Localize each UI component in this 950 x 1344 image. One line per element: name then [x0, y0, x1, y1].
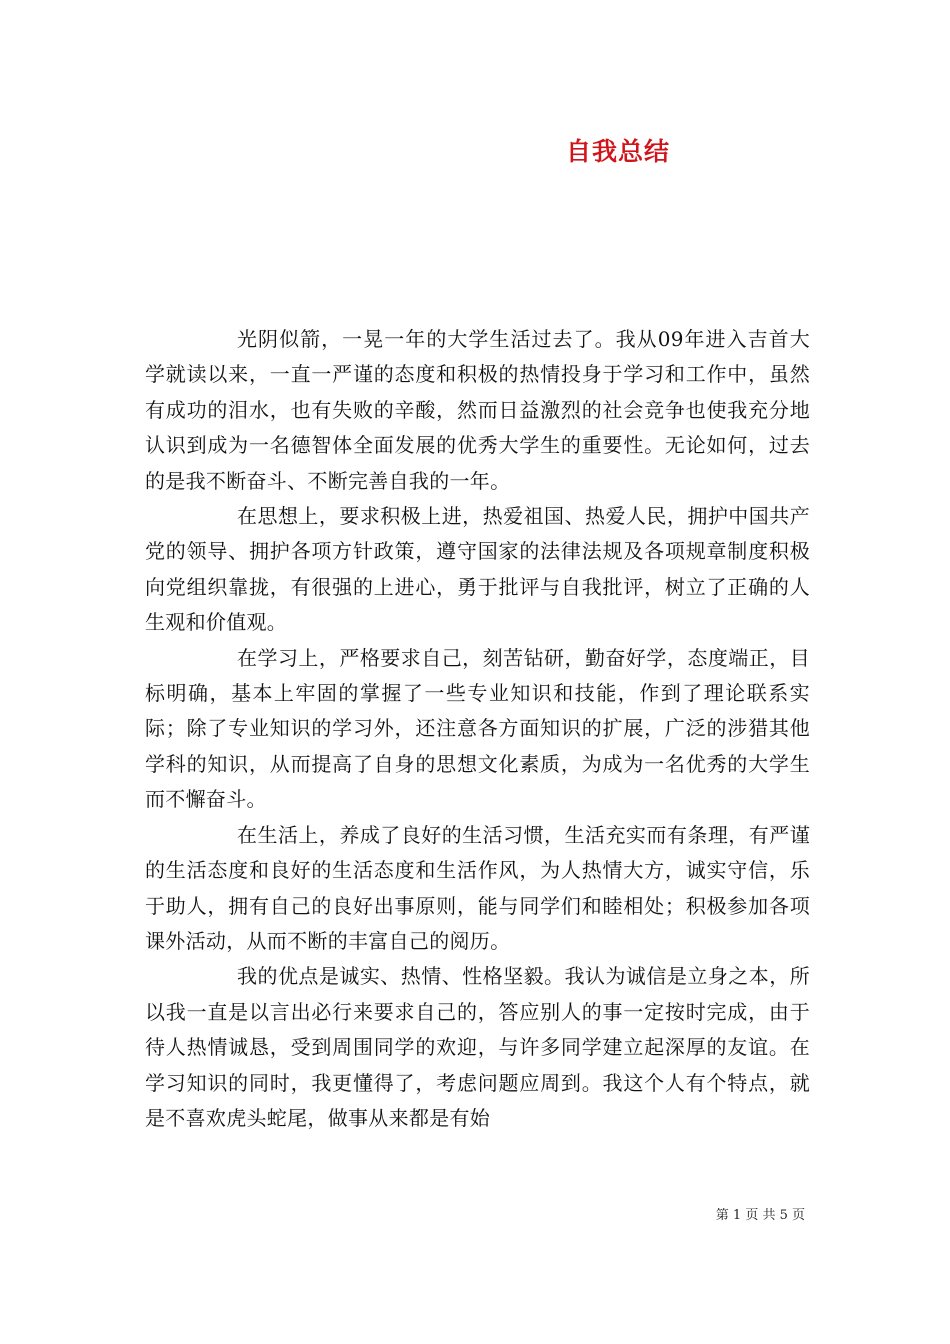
- paragraph-strengths: 我的优点是诚实、热情、性格坚毅。我认为诚信是立身之本，所以我一直是以言出必行来要求自己的，答应别人的事一定按时完成，由于待人热情诚恳，受到周围同学的欢迎，与许多同学建立起深厚的友谊。在学习知识的同时，我更懂得了，考虑问题应周到。我这个人有个特点，就是不喜欢虎头蛇尾，做事从来都是有始: [145, 964, 810, 1130]
- paragraph-intro: 光阴似箭，一晃一年的大学生活过去了。我从09年进入吉首大学就读以来，一直一严谨的态度和积极的热情投身于学习和工作中，虽然有成功的泪水，也有失败的辛酸，然而日益激烈的社会竞争也使我充分地认识到成为一名德智体全面发展的优秀大学生的重要性。无论如何，过去的是我不断奋斗、不断完善自我的一年。: [145, 327, 810, 493]
- paragraph-ideology: 在思想上，要求积极上进，热爱祖国、热爱人民，拥护中国共产党的领导、拥护各项方针政策，遵守国家的法律法规及各项规章制度积极向党组织靠拢，有很强的上进心，勇于批评与自我批评，树立了正确的人生观和价值观。: [145, 504, 810, 635]
- document-body: [145, 322, 810, 1136]
- document-title: 自我总结: [566, 137, 671, 166]
- paragraph-life: 在生活上，养成了良好的生活习惯，生活充实而有条理，有严谨的生活态度和良好的生活态度和生活作风，为人热情大方，诚实守信，乐于助人，拥有自己的良好出事原则，能与同学们和睦相处；积极参加各项课外活动，从而不断的丰富自己的阅历。: [145, 822, 810, 953]
- paragraph-study: 在学习上，严格要求自己，刻苦钻研，勤奋好学，态度端正，目标明确，基本上牢固的掌握了一些专业知识和技能，作到了理论联系实际；除了专业知识的学习外，还注意各方面知识的扩展，广泛的涉猎其他学科的知识，从而提高了自身的思想文化素质，为成为一名优秀的大学生而不懈奋斗。: [145, 645, 810, 812]
- page-number-footer: 第 1 页 共 5 页: [715, 1208, 805, 1223]
